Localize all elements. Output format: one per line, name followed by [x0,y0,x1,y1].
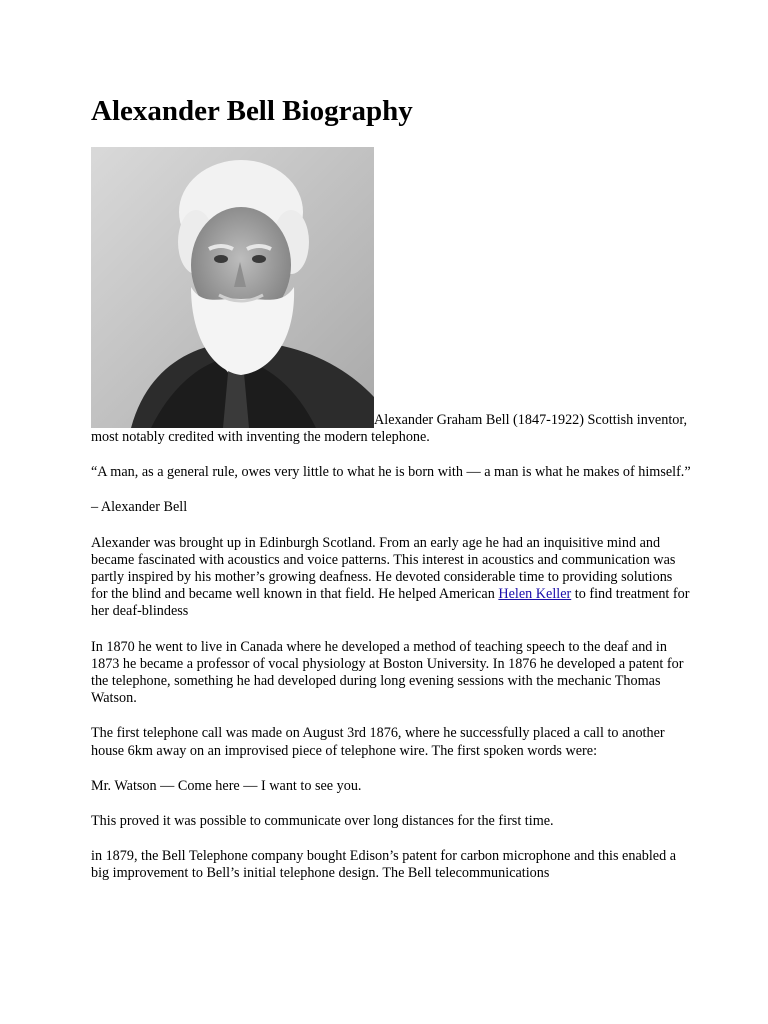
portrait-photo [91,147,374,428]
intro-paragraph [91,147,691,446]
quote-attribution: – Alexander Bell [91,499,188,516]
first-words-paragraph: Mr. Watson — Come here — I want to see you. [91,777,362,794]
first-call-paragraph: The first telephone call was made on August 3rd 1876, where he successfully placed a call to another house 6km away on an improvised piece of telephone wire. The first spoken words were: [91,725,665,759]
canada-paragraph: In 1870 he went to live in Canada where he developed a method of teaching speech to the deaf and in 1873 he became a professor of vocal physiology at Boston University. In 1876 he developed a patent for the telephone, something he had developed during long evening sessions with the mechanic Thomas Watson. [91,638,684,707]
early-life-text: Alexander was brought up in Edinburgh Scotland. From an early age he had an inquisitive mind and became fascinated with acoustics and voice patterns. This interest in acoustics and communication was partly inspired by his mother’s growing deafness. He devoted considerable time to providing solutions for the blind and became well known in that field. He helped American [91,534,676,603]
early-life-paragraph [91,535,691,621]
page-title: Alexander Bell Biography [91,95,413,127]
edison-patent-paragraph: in 1879, the Bell Telephone company bought Edison’s patent for carbon microphone and this enabled a big improvement to Bell’s initial telephone design. The Bell telecommunications [91,848,677,882]
helen-keller-link[interactable]: Helen Keller [498,586,572,603]
article-body [91,147,691,901]
long-distance-paragraph: This proved it was possible to communicate over long distances for the first time. [91,813,554,830]
early-life-text-end: to find treatment for her deaf-blindess [91,586,690,620]
intro-text: Alexander Graham Bell (1847-1922) Scottish inventor, most notably credited with inventing the modern telephone. [91,411,688,445]
quote-paragraph: “A man, as a general rule, owes very little to what he is born with — a man is what he makes of himself.” [91,464,691,481]
